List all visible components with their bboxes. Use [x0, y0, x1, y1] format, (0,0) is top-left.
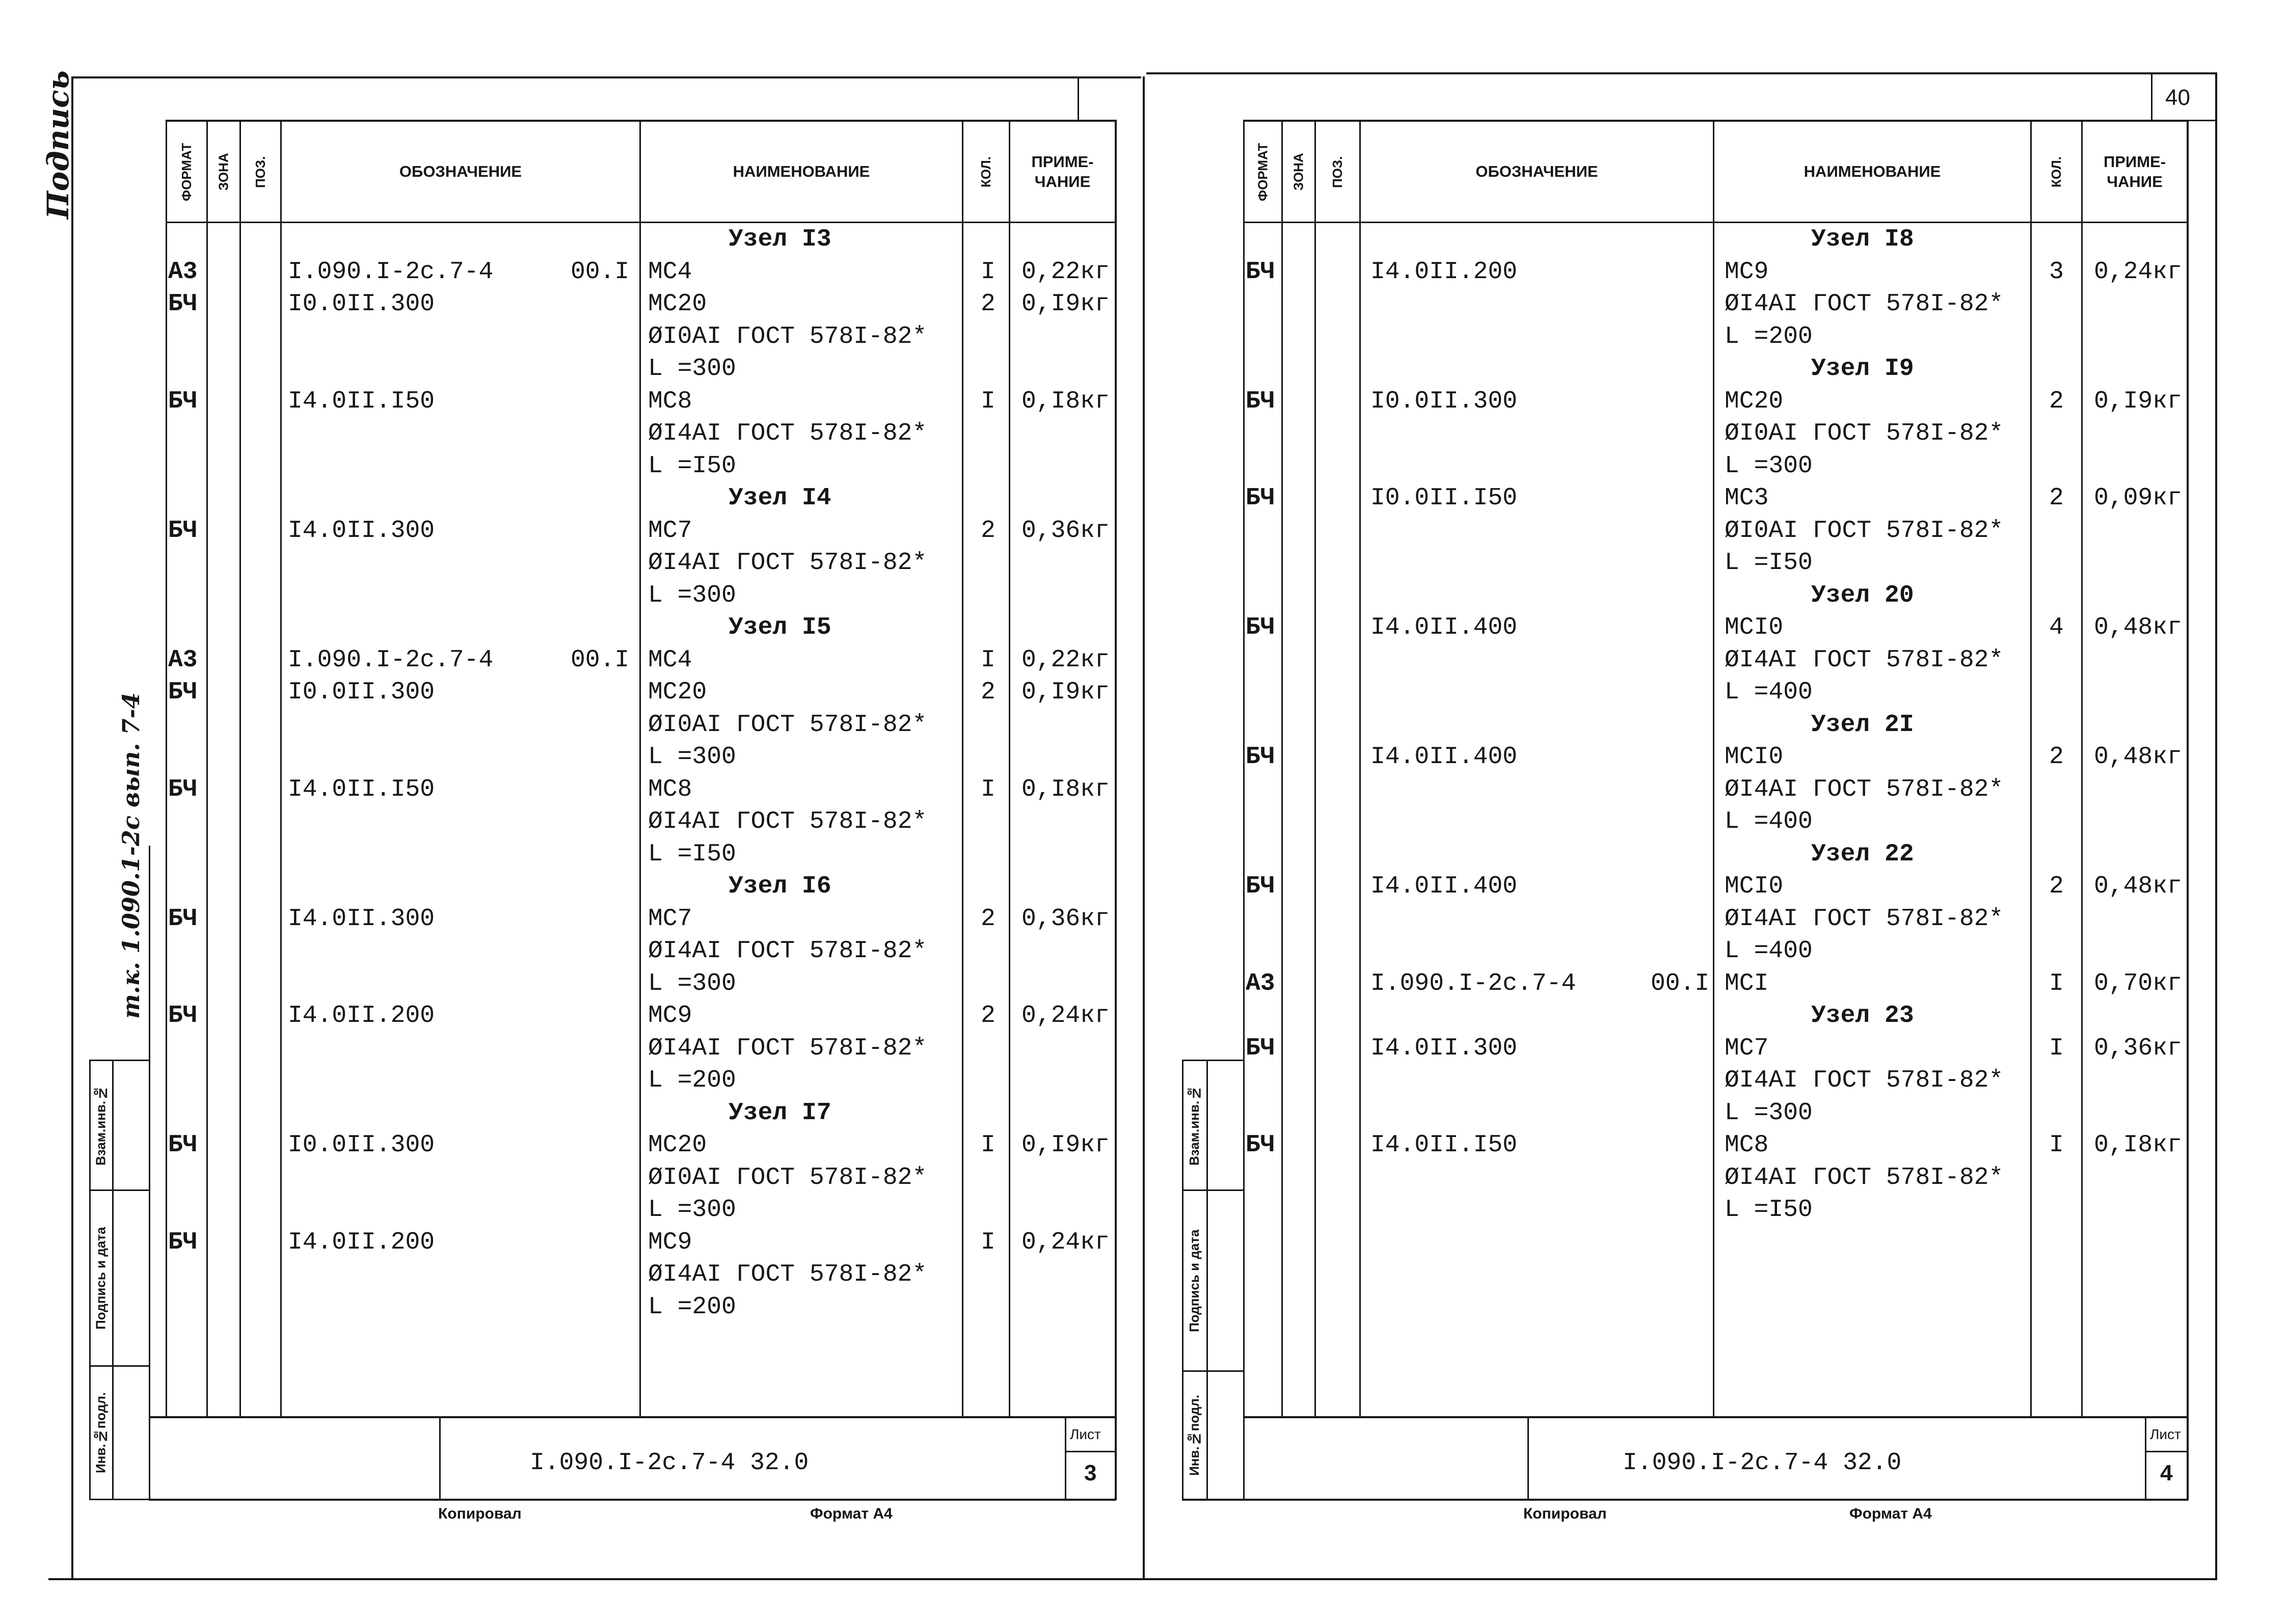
left-sheet-no: 3: [1084, 1460, 1097, 1485]
row-name: ØI4AI ГОСТ 578I-82*: [648, 808, 927, 835]
right-label-inv: Инв.№подл.: [1187, 1394, 1202, 1476]
row-name: ØI4AI ГОСТ 578I-82*: [648, 420, 927, 447]
row-name: L =300: [648, 743, 736, 771]
row-format: БЧ: [168, 290, 198, 318]
right-sheet-label: Лист: [2150, 1426, 2181, 1442]
row-qty: I: [981, 388, 995, 415]
row-designation: I4.0II.400: [1370, 614, 1518, 641]
right-title-bottom: [1182, 1499, 2188, 1501]
row-note: 0,36кг: [1021, 905, 1110, 933]
row-format: БЧ: [1246, 743, 1275, 771]
outer-bottom: [48, 1578, 2216, 1580]
row-note: 0,36кг: [1021, 517, 1110, 545]
row-designation: I4.0II.400: [1370, 743, 1518, 771]
row-qty: 4: [2049, 614, 2064, 641]
right-sheet-no: 4: [2160, 1460, 2173, 1485]
row-qty: I: [2049, 970, 2064, 997]
row-designation: I0.0II.I50: [1370, 484, 1518, 512]
row-format: БЧ: [1246, 388, 1275, 415]
page-number: 40: [2165, 85, 2190, 110]
row-name: MC7: [648, 517, 692, 545]
row-designation: I0.0II.300: [1370, 388, 1518, 415]
row-node-heading: Узел 22: [1811, 841, 1914, 868]
row-note: 0,I8кг: [1021, 776, 1110, 803]
row-note: 0,24кг: [1021, 1229, 1110, 1256]
left-header-pos: ПОЗ.: [253, 156, 268, 188]
left-header-zone: ЗОНА: [216, 153, 231, 191]
row-name: MC8: [1725, 1131, 1769, 1159]
left-sheet-box-left: [1065, 1416, 1066, 1500]
right-col-desig: [1359, 120, 1361, 1416]
row-note: 0,I8кг: [1021, 388, 1110, 415]
row-name: ØI4AI ГОСТ 578I-82*: [648, 1261, 927, 1288]
left-title-div: [439, 1416, 441, 1500]
row-format: БЧ: [168, 776, 198, 803]
right-sheet-box-mid: [2145, 1451, 2188, 1452]
right-col-zone: [1281, 120, 1283, 1416]
row-name: L =300: [1725, 1099, 1813, 1127]
row-designation: I.090.I-2c.7-4: [288, 258, 494, 286]
row-note: 0,22кг: [1021, 646, 1110, 674]
row-name: MC7: [1725, 1035, 1769, 1062]
row-name: L =I50: [1725, 549, 1813, 577]
right-header-note-l2: ЧАНИЕ: [2107, 172, 2163, 191]
left-frame-right: [1115, 120, 1117, 1500]
row-note: 0,I9кг: [2094, 388, 2182, 415]
row-format: A3: [168, 646, 198, 674]
row-designation: I0.0II.300: [288, 1131, 435, 1159]
row-note: 0,22кг: [1021, 258, 1110, 286]
row-format: БЧ: [168, 1002, 198, 1030]
right-header-name: НАИМЕНОВАНИЕ: [1804, 163, 1941, 181]
row-node-heading: Узел I6: [729, 873, 831, 900]
row-qty: 2: [981, 1002, 995, 1030]
left-col-name: [639, 120, 641, 1416]
left-sheet-label: Лист: [1070, 1426, 1101, 1442]
row-name: L =300: [1725, 452, 1813, 480]
row-name: ØI4AI ГОСТ 578I-82*: [648, 1035, 927, 1062]
right-col-pos: [1314, 120, 1316, 1416]
left-col-qty: [962, 120, 963, 1416]
left-label-podpis: Подпись и дата: [93, 1227, 109, 1330]
row-name: MC8: [648, 776, 692, 803]
row-node-heading: Узел I4: [729, 484, 831, 512]
row-designation: I0.0II.300: [288, 290, 435, 318]
row-designation-suffix: 00.I: [1651, 970, 1710, 997]
page-number-box-left: [2151, 72, 2153, 121]
row-format: БЧ: [168, 517, 198, 545]
row-note: 0,I9кг: [1021, 290, 1110, 318]
right-strip-mid: [1206, 1060, 1208, 1500]
row-format: A3: [1246, 970, 1275, 997]
row-name: ØI0AI ГОСТ 578I-82*: [648, 1164, 927, 1192]
row-designation: I4.0II.300: [1370, 1035, 1518, 1062]
row-designation: I4.0II.I50: [1370, 1131, 1518, 1159]
left-footer-format: Формат А4: [810, 1505, 893, 1522]
row-name: ØI0AI ГОСТ 578I-82*: [1725, 517, 2004, 545]
row-format: БЧ: [1246, 873, 1275, 900]
row-name: MC9: [1725, 258, 1769, 286]
right-header-qty: КОЛ.: [2049, 156, 2064, 187]
row-name: L =200: [1725, 323, 1813, 350]
row-note: 0,48кг: [2094, 614, 2182, 641]
row-name: MC3: [1725, 484, 1769, 512]
row-qty: I: [2049, 1131, 2064, 1159]
row-qty: I: [981, 646, 995, 674]
left-header-designation: ОБОЗНАЧЕНИЕ: [399, 163, 522, 181]
right-col-qty: [2030, 120, 2032, 1416]
row-designation: I4.0II.I50: [288, 776, 435, 803]
left-top-tab: [1078, 76, 1079, 120]
row-node-heading: Узел 23: [1811, 1002, 1914, 1030]
row-format: БЧ: [1246, 1131, 1275, 1159]
row-name: L =I50: [648, 841, 736, 868]
right-col-note: [2081, 120, 2083, 1416]
left-sheet-box-mid: [1065, 1451, 1116, 1452]
row-note: 0,70кг: [2094, 970, 2182, 997]
row-name: ØI4AI ГОСТ 578I-82*: [648, 937, 927, 965]
outer-right-edge: [2215, 72, 2217, 1580]
right-header-zone: ЗОНА: [1290, 153, 1306, 191]
signature: Подпись: [41, 70, 75, 219]
row-designation: I4.0II.200: [1370, 258, 1518, 286]
row-name: MCI0: [1725, 614, 1784, 641]
row-name: ØI0AI ГОСТ 578I-82*: [648, 323, 927, 350]
row-name: MC8: [648, 388, 692, 415]
row-format: БЧ: [168, 1131, 198, 1159]
right-header-note-l1: ПРИМЕ-: [2103, 152, 2166, 171]
row-name: L =I50: [648, 452, 736, 480]
row-name: MC9: [648, 1229, 692, 1256]
row-designation: I4.0II.200: [288, 1229, 435, 1256]
row-name: MC9: [648, 1002, 692, 1030]
center-fold: [1143, 76, 1145, 1579]
left-col-format: [166, 120, 167, 1416]
row-note: 0,24кг: [1021, 1002, 1110, 1030]
row-qty: 2: [2049, 484, 2064, 512]
left-footer-copied: Копировал: [438, 1505, 522, 1522]
row-name: MC7: [648, 905, 692, 933]
outer-left-edge: [71, 76, 73, 1579]
stamp-text: т.к. 1.090.1-2с вып. 7-4: [117, 692, 145, 1019]
row-designation: I4.0II.400: [1370, 873, 1518, 900]
right-sheet-box-left: [2145, 1416, 2146, 1500]
row-format: БЧ: [1246, 484, 1275, 512]
row-name: L =I50: [1725, 1196, 1813, 1224]
row-designation: I4.0II.I50: [288, 388, 435, 415]
left-title-top: [149, 1416, 1116, 1418]
row-name: ØI4AI ГОСТ 578I-82*: [1725, 776, 2004, 803]
left-header-format: ФОРМАТ: [179, 143, 194, 201]
row-qty: I: [981, 1229, 995, 1256]
right-frame-right: [2187, 120, 2189, 1500]
right-header-bottom: [1243, 222, 2188, 223]
left-col-note: [1009, 120, 1010, 1416]
left-label-vzam: Взам.инв.№: [93, 1085, 109, 1166]
row-name: MC4: [648, 258, 692, 286]
row-name: L =200: [648, 1067, 736, 1094]
row-name: MCI0: [1725, 873, 1784, 900]
left-col-zone: [206, 120, 208, 1416]
row-name: L =300: [648, 582, 736, 609]
row-qty: 3: [2049, 258, 2064, 286]
left-header-name: НАИМЕНОВАНИЕ: [733, 163, 870, 181]
right-label-podpis: Подпись и дата: [1187, 1229, 1202, 1332]
row-name: ØI0AI ГОСТ 578I-82*: [648, 711, 927, 739]
row-note: 0,I8кг: [2094, 1131, 2182, 1159]
left-title-bottom: [149, 1499, 1116, 1501]
row-name: ØI4AI ГОСТ 578I-82*: [1725, 290, 2004, 318]
right-title-div: [1527, 1416, 1529, 1500]
row-qty: 2: [981, 905, 995, 933]
row-name: L =400: [1725, 808, 1813, 835]
row-designation-suffix: 00.I: [571, 646, 630, 674]
row-name: MCI: [1725, 970, 1769, 997]
row-name: MCI0: [1725, 743, 1784, 771]
row-name: ØI4AI ГОСТ 578I-82*: [1725, 1067, 2004, 1094]
row-node-heading: Узел 20: [1811, 582, 1914, 609]
row-name: MC20: [648, 290, 707, 318]
left-header-note: [1010, 122, 1115, 222]
row-designation-suffix: 00.I: [571, 258, 630, 286]
outer-top-right: [1146, 72, 2216, 74]
row-qty: 2: [981, 679, 995, 706]
right-label-vzam: Взам.инв.№: [1187, 1085, 1202, 1166]
row-name: L =300: [648, 355, 736, 383]
left-strip-mid: [112, 1060, 114, 1500]
row-node-heading: Узел I7: [729, 1099, 831, 1127]
row-node-heading: Узел I5: [729, 614, 831, 641]
row-node-heading: Узел 2I: [1811, 711, 1914, 739]
row-name: MC20: [648, 679, 707, 706]
row-designation: I4.0II.200: [288, 1002, 435, 1030]
row-note: 0,48кг: [2094, 873, 2182, 900]
row-format: A3: [168, 258, 198, 286]
row-node-heading: Узел I8: [1811, 226, 1914, 253]
left-header-note-l1: ПРИМЕ-: [1031, 152, 1094, 171]
outer-top-left: [71, 76, 1141, 78]
right-footer-copied: Копировал: [1523, 1505, 1607, 1522]
row-qty: 2: [2049, 873, 2064, 900]
row-format: БЧ: [1246, 614, 1275, 641]
row-note: 0,24кг: [2094, 258, 2182, 286]
left-col-desig: [280, 120, 282, 1416]
row-name: L =400: [1725, 679, 1813, 706]
row-name: MC20: [648, 1131, 707, 1159]
row-format: БЧ: [168, 905, 198, 933]
left-doc-code: I.090.I-2c.7-4 32.0: [530, 1449, 809, 1477]
row-name: MC4: [648, 646, 692, 674]
right-header-format: ФОРМАТ: [1255, 143, 1271, 201]
row-note: 0,I9кг: [1021, 679, 1110, 706]
row-name: ØI4AI ГОСТ 578I-82*: [648, 549, 927, 577]
row-format: БЧ: [1246, 258, 1275, 286]
row-name: MC20: [1725, 388, 1784, 415]
right-doc-code: I.090.I-2c.7-4 32.0: [1623, 1449, 1902, 1477]
row-name: ØI0AI ГОСТ 578I-82*: [1725, 420, 2004, 447]
row-designation: I0.0II.300: [288, 679, 435, 706]
right-header-note: [2083, 122, 2187, 222]
row-name: L =400: [1725, 937, 1813, 965]
row-designation: I.090.I-2c.7-4: [1370, 970, 1576, 997]
row-name: L =200: [648, 1293, 736, 1321]
right-strip-right: [1243, 1060, 1245, 1500]
left-col-pos: [239, 120, 241, 1416]
row-qty: I: [2049, 1035, 2064, 1062]
right-header-pos: ПОЗ.: [1330, 156, 1345, 188]
right-header-designation: ОБОЗНАЧЕНИЕ: [1475, 163, 1598, 181]
row-format: БЧ: [1246, 1035, 1275, 1062]
right-frame-top: [1243, 120, 2188, 122]
row-note: 0,48кг: [2094, 743, 2182, 771]
row-name: ØI4AI ГОСТ 578I-82*: [1725, 905, 2004, 933]
row-qty: 2: [981, 517, 995, 545]
row-qty: I: [981, 776, 995, 803]
left-header-qty: КОЛ.: [978, 156, 993, 187]
row-qty: I: [981, 258, 995, 286]
row-name: ØI4AI ГОСТ 578I-82*: [1725, 646, 2004, 674]
row-designation: I4.0II.300: [288, 517, 435, 545]
left-label-inv: Инв.№подл.: [93, 1392, 109, 1474]
row-qty: 2: [981, 290, 995, 318]
row-format: БЧ: [168, 679, 198, 706]
row-format: БЧ: [168, 388, 198, 415]
row-designation: I4.0II.300: [288, 905, 435, 933]
row-qty: 2: [2049, 743, 2064, 771]
row-qty: 2: [2049, 388, 2064, 415]
left-header-note-l2: ЧАНИЕ: [1034, 172, 1091, 191]
row-note: 0,09кг: [2094, 484, 2182, 512]
row-node-heading: Узел I3: [729, 226, 831, 253]
row-designation: I.090.I-2c.7-4: [288, 646, 494, 674]
row-name: L =300: [648, 970, 736, 997]
row-qty: I: [981, 1131, 995, 1159]
row-name: L =300: [648, 1196, 736, 1224]
left-strip-right: [149, 846, 150, 1500]
row-name: ØI4AI ГОСТ 578I-82*: [1725, 1164, 2004, 1192]
right-footer-format: Формат А4: [1849, 1505, 1932, 1522]
row-node-heading: Узел I9: [1811, 355, 1914, 383]
row-note: 0,I9кг: [1021, 1131, 1110, 1159]
right-col-name: [1713, 120, 1714, 1416]
row-format: БЧ: [168, 1229, 198, 1256]
row-note: 0,36кг: [2094, 1035, 2182, 1062]
right-title-top: [1243, 1416, 2188, 1418]
left-strip-bottom: [89, 1499, 150, 1500]
